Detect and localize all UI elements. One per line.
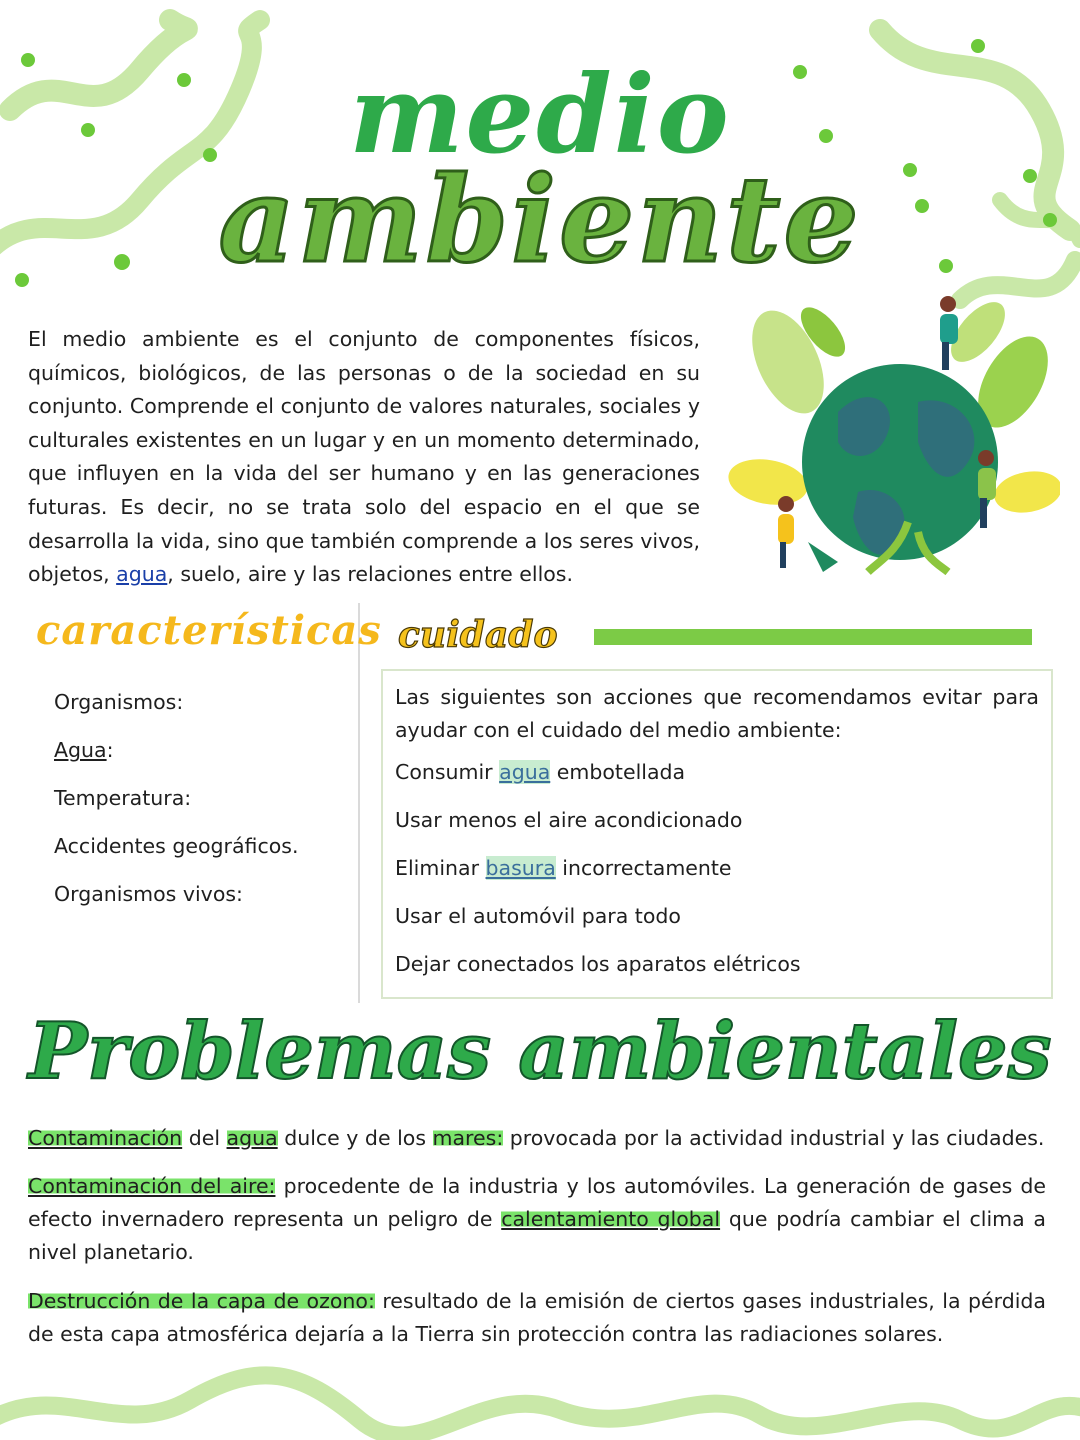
caracteristicas-heading: características	[36, 607, 382, 654]
list-item-text: incorrectamente	[555, 856, 732, 880]
list-item-text: embotellada	[550, 760, 686, 784]
list-item: Usar el automóvil para todo	[395, 904, 681, 928]
list-item: Usar menos el aire acondicionado	[395, 808, 743, 832]
highlight-term[interactable]: agua	[226, 1126, 278, 1150]
paragraph-text: del	[182, 1126, 227, 1150]
list-item-text: Eliminar	[395, 856, 486, 880]
list-item: Temperatura:	[54, 786, 192, 810]
list-item-suffix: :	[106, 738, 114, 762]
agua-link[interactable]: agua	[116, 562, 168, 587]
highlight-term[interactable]: Contaminación	[28, 1126, 183, 1150]
list-item-text: Consumir	[395, 760, 500, 784]
intro-text-end: , suelo, aire y las relaciones entre ellos.	[167, 562, 574, 587]
basura-link[interactable]: basura	[485, 856, 556, 880]
highlight-term: Destrucción de la capa de ozono:	[28, 1289, 375, 1313]
problema-ozono	[28, 1285, 1046, 1351]
list-item: Accidentes geográficos.	[54, 834, 299, 858]
intro-paragraph	[28, 323, 700, 592]
problema-aire	[28, 1170, 1046, 1269]
globe-illustration	[728, 292, 1060, 592]
agua-link[interactable]: agua	[499, 760, 551, 784]
list-item: Organismos:	[54, 690, 184, 714]
caracteristicas-list	[54, 684, 298, 924]
intro-text: El medio ambiente es el conjunto de componentes físicos, químicos, biológicos, de las personas o de la sociedad en su conjunto. Comprende el conjunto de valores naturales, sociales y culturales existentes en un lugar y en un momento determinado, que influyen en la vida del ser humano y en las generaciones futuras. Es decir, no se trata solo del espacio en el que se desarrolla la vida, sino que también comprende a los seres vivos, objetos,	[28, 327, 700, 587]
cuidado-list	[395, 753, 1039, 993]
paragraph-text: dulce y de los	[277, 1126, 433, 1150]
paragraph-text: que podría cambiar el clima a nivel planetario.	[28, 1207, 1046, 1264]
paragraph-text: procedente de la industria y los automóviles. La generación de gases de efecto invernadero representa un peligro de	[28, 1174, 1046, 1231]
highlight-term[interactable]: Contaminación del aire:	[28, 1174, 276, 1198]
highlight-term[interactable]: calentamiento global	[501, 1207, 721, 1231]
paragraph-text: provocada por la actividad industrial y las ciudades.	[503, 1126, 1045, 1150]
title-medio: medio	[349, 52, 731, 178]
title-ambiente: ambiente	[218, 150, 862, 289]
cuidado-box	[381, 669, 1053, 999]
paragraph-text: resultado de la emisión de ciertos gases industriales, la pérdida de esta capa atmosférica dejaría a la Tierra sin protección contra las radiaciones solares.	[28, 1289, 1046, 1346]
cuidado-intro: Las siguientes son acciones que recomendamos evitar para ayudar con el cuidado del medio ambiente:	[395, 685, 1039, 742]
list-item	[54, 732, 298, 780]
list-item: Dejar conectados los aparatos elétricos	[395, 952, 801, 976]
list-item	[395, 849, 1039, 897]
column-divider	[358, 603, 360, 1003]
problemas-heading: Problemas ambientales	[28, 1006, 1052, 1097]
problema-agua	[28, 1122, 1046, 1155]
list-item	[395, 753, 1039, 801]
agua-link[interactable]: Agua	[54, 738, 107, 762]
highlight-term: mares:	[432, 1126, 504, 1150]
cuidado-heading: cuidado	[398, 614, 558, 656]
list-item: Organismos vivos:	[54, 882, 243, 906]
heading-accent-bar	[594, 629, 1032, 645]
